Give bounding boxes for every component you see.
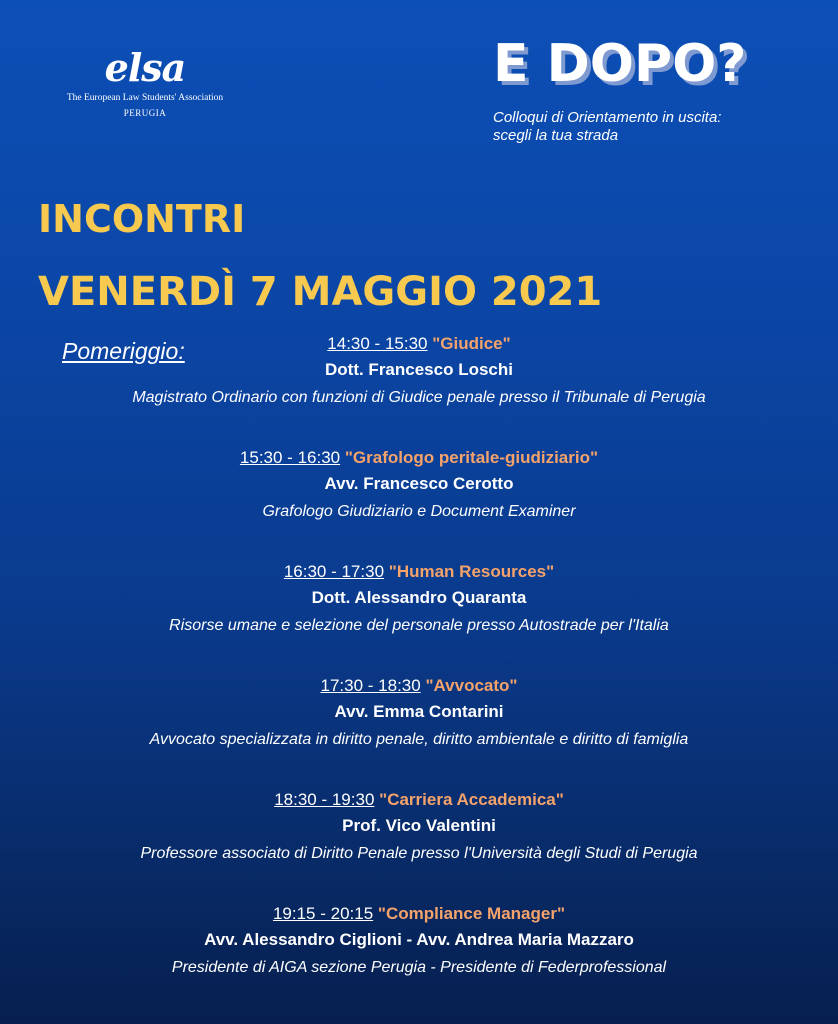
session-topic: "Compliance Manager" xyxy=(377,904,566,923)
session-speaker: Avv. Alessandro Ciglioni - Avv. Andrea Maria Mazzaro xyxy=(204,930,634,949)
session-role: Professore associato di Diritto Penale presso l'Università degli Studi di Perugia xyxy=(140,845,698,862)
subtitle-line-2: scegli la tua strada xyxy=(493,127,619,144)
session-heading xyxy=(0,673,838,699)
session-role: Magistrato Ordinario con funzioni di Giudice penale presso il Tribunale di Perugia xyxy=(132,389,706,406)
session-item xyxy=(0,331,838,445)
session-heading xyxy=(0,787,838,813)
session-time: 17:30 - 18:30 xyxy=(320,676,421,695)
session-role: Avvocato specializzata in diritto penale, diritto ambientale e diritto di famiglia xyxy=(149,731,689,748)
session-role: Risorse umane e selezione del personale presso Autostrade per l'Italia xyxy=(169,617,669,634)
event-subtitle xyxy=(493,109,813,145)
session-speaker: Dott. Francesco Loschi xyxy=(325,360,513,379)
session-speaker: Prof. Vico Valentini xyxy=(342,816,496,835)
session-topic: "Giudice" xyxy=(432,334,511,353)
session-speaker: Avv. Emma Contarini xyxy=(334,702,504,721)
session-item xyxy=(0,901,838,1015)
session-heading xyxy=(0,445,838,471)
headline-incontri: INCONTRI xyxy=(38,197,246,241)
session-role: Presidente di AIGA sezione Perugia - Presidente di Federprofessional xyxy=(171,959,667,976)
session-time: 14:30 - 15:30 xyxy=(327,334,428,353)
subtitle-line-1: Colloqui di Orientamento in uscita: xyxy=(493,109,722,126)
session-speaker: Dott. Alessandro Quaranta xyxy=(311,588,527,607)
logo-city: PERUGIA xyxy=(123,108,167,118)
elsa-logo xyxy=(60,45,230,120)
session-item xyxy=(0,787,838,901)
session-role: Grafologo Giudiziario e Document Examiner xyxy=(262,503,576,520)
session-topic: "Carriera Accademica" xyxy=(379,790,564,809)
session-topic: "Avvocato" xyxy=(425,676,518,695)
session-topic: "Human Resources" xyxy=(388,562,555,581)
session-time: 16:30 - 17:30 xyxy=(283,562,385,581)
session-time: 18:30 - 19:30 xyxy=(274,790,375,809)
session-topic: "Grafologo peritale-giudiziario" xyxy=(344,448,599,467)
session-time: 19:15 - 20:15 xyxy=(272,904,374,923)
session-item xyxy=(0,445,838,559)
logo-mark: elsa xyxy=(104,45,186,90)
session-heading xyxy=(0,331,838,357)
event-title: E DOPO? xyxy=(493,34,747,94)
session-heading xyxy=(0,559,838,585)
session-time: 15:30 - 16:30 xyxy=(239,448,341,467)
headline-date: VENERDÌ 7 MAGGIO 2021 xyxy=(38,269,603,315)
section-label-afternoon: Pomeriggio: xyxy=(62,338,185,364)
session-item xyxy=(0,673,838,787)
logo-association: The European Law Students' Association xyxy=(66,93,224,103)
session-list xyxy=(0,331,838,1015)
session-speaker: Avv. Francesco Cerotto xyxy=(324,474,514,493)
session-item xyxy=(0,559,838,673)
session-heading xyxy=(0,901,838,927)
